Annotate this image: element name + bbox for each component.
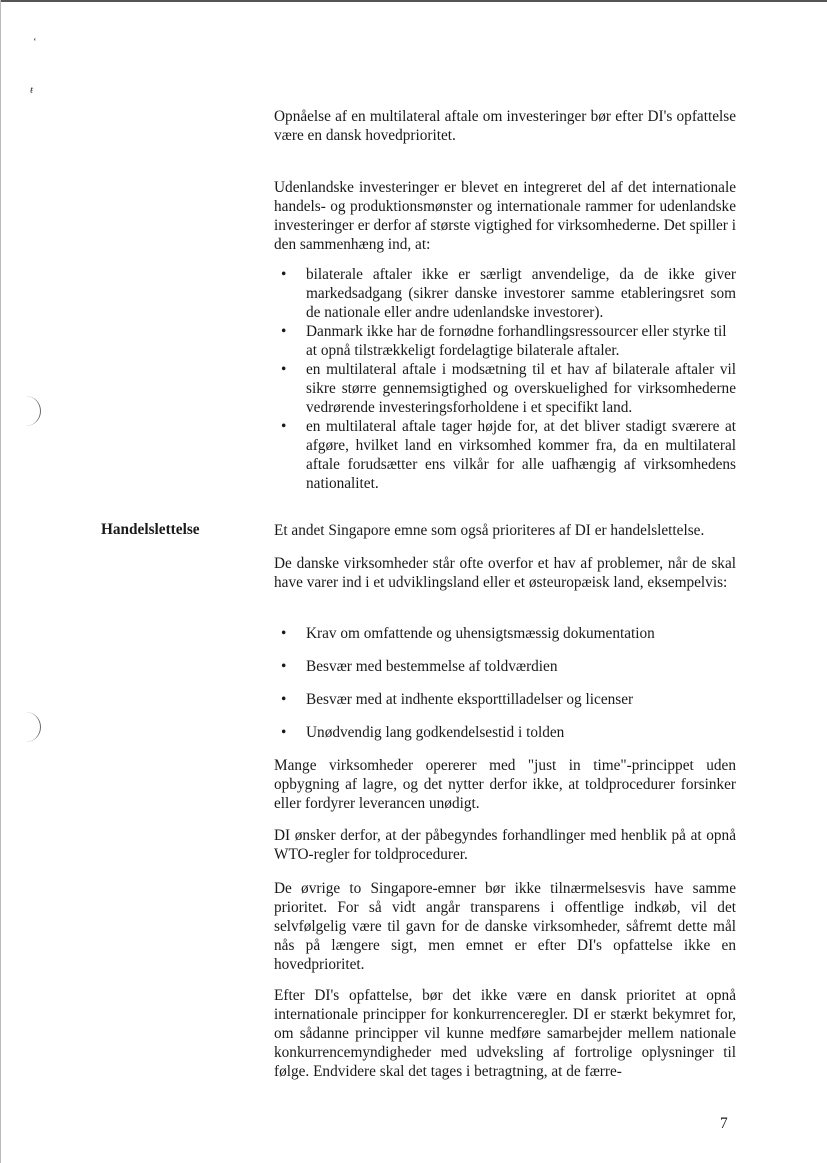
paragraph bbox=[274, 879, 736, 974]
top-border bbox=[0, 0, 827, 2]
list-item: • Unødvendig lang godkendelsestid i tolden bbox=[274, 723, 736, 742]
paragraph-text: Udenlandske investeringer er blevet en integreret del af det internationale handels- og produktionsmønster og internationale rammer for udenlandske investeringer er derfor af største vigtighed for virksomhederne. Det spiller i den sammenhæng ind, at: bbox=[274, 179, 736, 253]
paragraph bbox=[274, 986, 736, 1081]
list-item: • Krav om omfattende og uhensigtsmæssig dokumentation bbox=[274, 624, 736, 643]
paragraph bbox=[274, 107, 736, 145]
side-heading: Handelslettelse bbox=[101, 521, 200, 538]
scan-mark: ŧ bbox=[30, 84, 34, 96]
list-item: • bilaterale aftaler ikke er særligt anvendelige, da de ikke giver markedsadgang (sikrer danske investorer samme etableringsret som de nationale eller andre udenlandske investorer). bbox=[274, 265, 736, 322]
punch-hole-mark bbox=[18, 712, 41, 742]
paragraph bbox=[274, 178, 736, 254]
scan-mark: ‘ bbox=[33, 36, 37, 48]
list-item: • en multilateral aftale tager højde for, at det bliver stadigt sværere at afgøre, hvilket land en virksomhed kommer fra, da en multilateral aftale forudsætter ens vilkår for alle uafhængig af virksomhedens nationalitet. bbox=[274, 417, 736, 493]
paragraph bbox=[274, 554, 736, 592]
list-item: • Besvær med at indhente eksporttilladelser og licenser bbox=[274, 690, 736, 709]
paragraph-text: De danske virksomheder står ofte overfor et hav af problemer, når de skal have varer ind i et udviklingsland eller et østeuropæisk land, eksempelvis: bbox=[274, 555, 736, 591]
list-item: • Danmark ikke har de fornødne forhandlingsressourcer eller styrke til at opnå tilstrækkeligt fordelagtige bilaterale aftaler. bbox=[274, 322, 736, 360]
list-item: • Besvær med bestemmelse af toldværdien bbox=[274, 657, 736, 676]
paragraph-text: Opnåelse af en multilateral aftale om investeringer bør efter DI's opfattelse være en dansk hovedprioritet. bbox=[274, 108, 736, 144]
page-number: 7 bbox=[720, 1115, 728, 1132]
paragraph bbox=[274, 756, 736, 813]
paragraph-text: De øvrige to Singapore-emner bør ikke tilnærmelsesvis have samme prioritet. For så vidt angår transparens i offentlige indkøb, vil det selvfølgelig være til gavn for de danske virksomheder, såfremt dette mål nås på længere sigt, men emnet er efter DI's opfattelse ikke en hovedprioritet. bbox=[274, 880, 736, 973]
list-item: • en multilateral aftale i modsætning til et hav af bilaterale aftaler vil sikre større gennemsigtighed og overskuelighed for virksomhederne vedrørende investeringsforholdene i et specifikt land. bbox=[274, 360, 736, 417]
investment-bullet-list bbox=[274, 265, 736, 493]
paragraph-text: DI ønsker derfor, at der påbegyndes forhandlinger med henblik på at opnå WTO-regler for toldprocedurer. bbox=[274, 827, 736, 863]
paragraph-text: Efter DI's opfattelse, bør det ikke være en dansk prioritet at opnå internationale principper for konkurrenceregler. DI er stærkt bekymret for, om sådanne principper vil kunne medføre samarbejder mellem nationale konkurrencemyndigheder med udveksling af fortrolige oplysninger til følge. Endvidere skal det tages i betragtning, at de færre- bbox=[274, 987, 736, 1080]
left-border bbox=[0, 0, 1, 1163]
trade-problem-list bbox=[274, 624, 736, 742]
paragraph bbox=[274, 521, 736, 540]
punch-hole-mark bbox=[18, 396, 41, 426]
paragraph-text: Et andet Singapore emne som også prioriteres af DI er handelslettelse. bbox=[274, 522, 705, 539]
paragraph bbox=[274, 826, 736, 864]
paragraph-text: Mange virksomheder opererer med "just in time"-princippet uden opbygning af lagre, og det nytter derfor ikke, at toldprocedurer forsinker eller fordyrer leverancen unødigt. bbox=[274, 757, 736, 812]
